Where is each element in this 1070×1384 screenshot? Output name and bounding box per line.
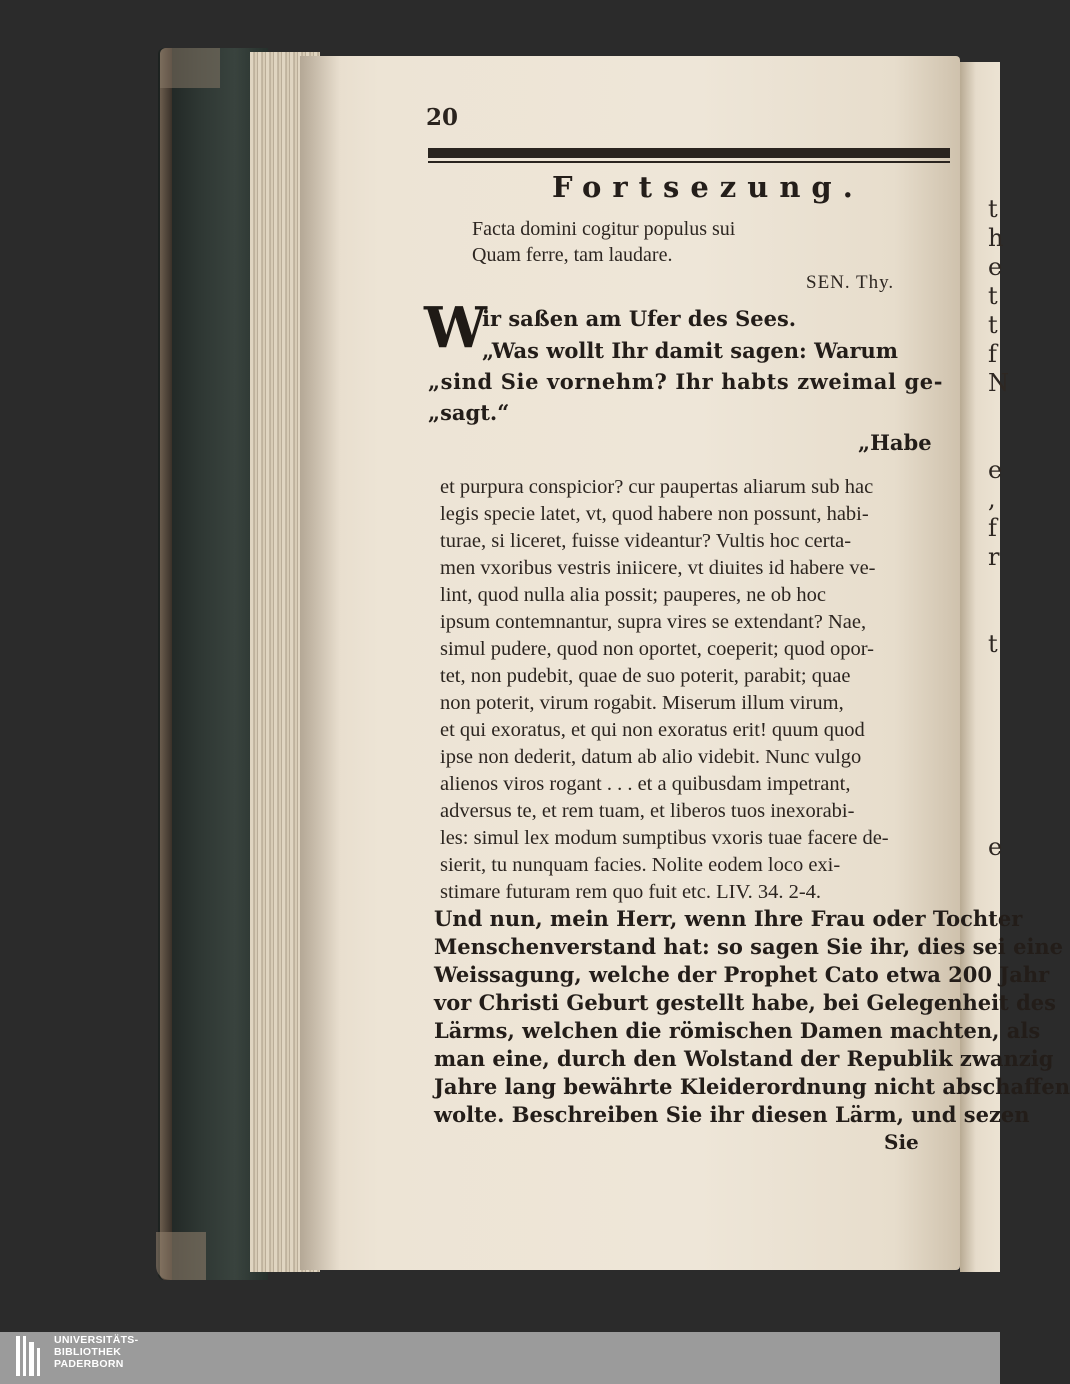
german-line: Und nun, mein Herr, wenn Ihre Frau oder Tochter <box>434 906 1023 931</box>
motto-source: SEN. Thy. <box>806 272 895 293</box>
latin-line: non poterit, virum rogabit. Miserum illum virum, <box>440 692 844 714</box>
library-name <box>54 1334 138 1370</box>
german-line: ir saßen am Ufer des Sees. <box>482 306 797 331</box>
german-line: „sagt.“ <box>428 400 510 425</box>
cover-edge <box>160 48 172 1280</box>
german-line: Jahre lang bewährte Kleiderordnung nicht abschaffen <box>434 1074 1070 1099</box>
latin-line: et qui exoratus, et qui non exoratus erit! quum quod <box>440 719 865 741</box>
latin-line: legis specie latet, vt, quod habere non possunt, habi- <box>440 503 869 525</box>
latin-line: tet, non pudebit, quae de suo poterit, parabit; quae <box>440 665 851 687</box>
latin-line: alienos viros rogant . . . et a quibusdam impetrant, <box>440 773 851 795</box>
motto-line: Quam ferre, tam laudare. <box>472 244 673 266</box>
header-rule-thick <box>428 148 950 158</box>
drop-capital: W <box>424 295 487 361</box>
header-rule-thin <box>428 161 950 163</box>
library-name-line: UNIVERSITÄTS- <box>54 1334 139 1346</box>
latin-line: ipse non dederit, datum ab alio videbit. Nunc vulgo <box>440 746 862 768</box>
motto-line: Facta domini cogitur populus sui <box>472 218 736 240</box>
german-line: vor Christi Geburt gestellt habe, bei Gelegenheit des <box>434 990 1056 1015</box>
german-line: „Was wollt Ihr damit sagen: Warum <box>482 338 899 363</box>
german-line: Weissagung, welche der Prophet Cato etwa 200 Jahr <box>434 962 1050 987</box>
gutter-shadow <box>300 56 340 1270</box>
latin-line: simul pudere, quod non oportet, coeperit; quod opor- <box>440 638 874 660</box>
library-name-line: BIBLIOTHEK <box>54 1346 122 1358</box>
next-page-fragment: t h e t t f N e , f r t e <box>988 195 1009 861</box>
cover-corner-bottom <box>156 1232 206 1280</box>
german-line: „Habe <box>858 430 932 455</box>
latin-line: men vxoribus vestris iniicere, vt diuites id habere ve- <box>440 557 876 579</box>
footer-band <box>0 1332 1000 1384</box>
latin-line: ipsum contemnantur, supra vires se extendant? Nae, <box>440 611 867 633</box>
latin-line: les: simul lex modum sumptibus vxoris tuae facere de- <box>440 827 889 849</box>
german-line: „sind Sie vornehm? Ihr habts zweimal ge- <box>428 369 944 394</box>
library-logo-icon <box>16 1336 46 1376</box>
latin-line: lint, quod nulla alia possit; pauperes, ne ob hoc <box>440 584 827 606</box>
latin-line: et purpura conspicior? cur paupertas aliarum sub hac <box>440 476 874 498</box>
german-line: Lärms, welchen die römischen Damen machten, als <box>434 1018 1041 1043</box>
latin-line: turae, si liceret, fuisse videantur? Vultis hoc certa- <box>440 530 852 552</box>
german-line: man eine, durch den Wolstand der Republik zwanzig <box>434 1046 1054 1071</box>
latin-line: adversus te, et rem tuam, et liberos tuos inexorabi- <box>440 800 855 822</box>
cover-corner-top <box>160 48 220 88</box>
page-heading: Fortsezung. <box>552 170 864 204</box>
library-name-line: PADERBORN <box>54 1358 124 1370</box>
catchword: Sie <box>884 1130 919 1154</box>
german-line: Menschenverstand hat: so sagen Sie ihr, dies sei eine <box>434 934 1064 959</box>
latin-line: sierit, tu nunquam facies. Nolite eodem loco exi- <box>440 854 841 876</box>
german-line: wolte. Beschreiben Sie ihr diesen Lärm, und sezen <box>434 1102 1030 1127</box>
page-number: 20 <box>426 104 459 131</box>
latin-line: stimare futuram rem quo fuit etc. LIV. 34. 2-4. <box>440 881 822 903</box>
motto <box>472 216 735 268</box>
